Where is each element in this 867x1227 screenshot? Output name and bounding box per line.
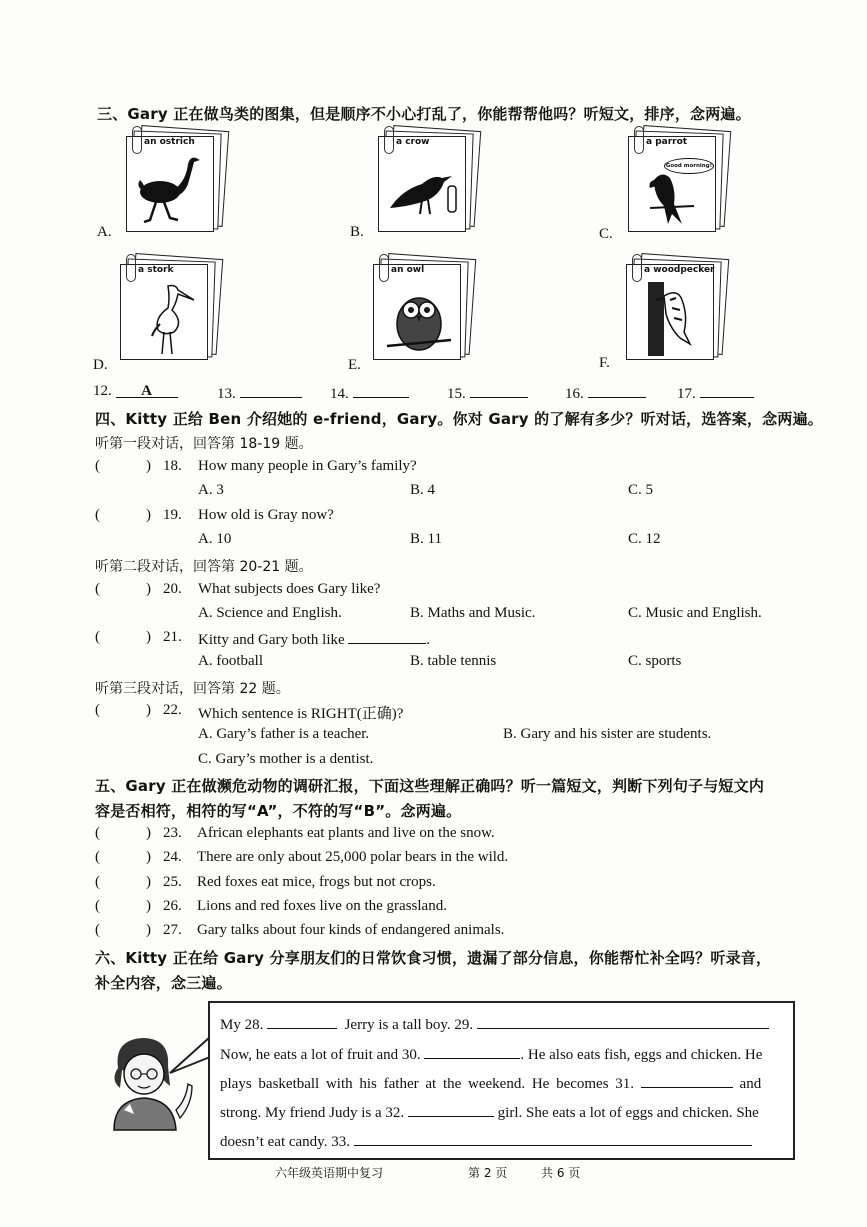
answer-13: 13. bbox=[217, 383, 302, 403]
blank-30[interactable] bbox=[424, 1044, 520, 1059]
card-caption: a stork bbox=[138, 265, 174, 275]
blank-32[interactable] bbox=[408, 1102, 494, 1117]
answer-blank[interactable] bbox=[700, 383, 754, 398]
answer-12: 12. A bbox=[93, 383, 178, 400]
bird-card-ostrich bbox=[126, 128, 226, 236]
question-text: Lions and red foxes live on the grassland. bbox=[197, 898, 447, 914]
option-b: B. table tennis bbox=[410, 653, 497, 669]
option-a: A. Science and English. bbox=[198, 605, 342, 621]
part2-instruction: 听第二段对话，回答第 20-21 题。 bbox=[95, 559, 313, 575]
answer-blank[interactable] bbox=[588, 383, 646, 398]
option-c: C. 5 bbox=[628, 482, 654, 498]
card-letter: C. bbox=[599, 226, 613, 242]
stork-icon bbox=[124, 278, 204, 356]
question-text: Which sentence is RIGHT(正确)? bbox=[198, 706, 404, 722]
option-a: A. 10 bbox=[198, 531, 232, 547]
card-caption: an owl bbox=[391, 265, 425, 275]
section5-title-line2: 容是否相符，相符的写“A”，不符的写“B”。念两遍。 bbox=[95, 802, 462, 820]
footer-total: 共 6 页 bbox=[541, 1166, 581, 1180]
footer-course: 六年级英语期中复习 bbox=[275, 1166, 384, 1180]
fill-blank[interactable] bbox=[348, 629, 426, 644]
answer-blank[interactable] bbox=[470, 383, 528, 398]
question-text: How many people in Gary’s family? bbox=[198, 458, 417, 474]
bird-card-crow bbox=[378, 128, 478, 236]
question-text: Red foxes eat mice, frogs but not crops. bbox=[197, 874, 436, 890]
section3-title: 三、Gary 正在做鸟类的图集，但是顺序不小心打乱了，你能帮帮他吗？听短文，排序，念两遍。 bbox=[97, 105, 751, 123]
card-letter: B. bbox=[350, 224, 364, 240]
card-caption: a parrot bbox=[646, 137, 688, 147]
bird-card-owl bbox=[373, 256, 473, 364]
part1-instruction: 听第一段对话，回答第 18-19 题。 bbox=[95, 436, 313, 452]
option-c: C. 12 bbox=[628, 531, 661, 547]
box-line-4: strong. My friend Judy is a 32. girl. She eats a lot of eggs and chicken. She bbox=[220, 1102, 759, 1122]
section5-title-line1: 五、Gary 正在做濒危动物的调研汇报，下面这些理解正确吗？听一篇短文，判断下列句子与短文内 bbox=[95, 777, 765, 795]
question-text: Gary talks about four kinds of endangered animals. bbox=[197, 922, 505, 938]
parrot-icon bbox=[632, 150, 712, 228]
answer-blank[interactable]: A bbox=[116, 383, 178, 398]
bird-card-woodpecker bbox=[626, 256, 726, 364]
card-caption: a woodpecker bbox=[644, 265, 715, 275]
bird-card-stork bbox=[120, 256, 220, 364]
answer-paren[interactable]: ( ) bbox=[95, 874, 151, 890]
answer-paren[interactable]: ( ) bbox=[95, 849, 151, 865]
box-line-2: Now, he eats a lot of fruit and 30. . He also eats fish, eggs and chicken. He bbox=[220, 1044, 762, 1064]
question-number: 26. bbox=[163, 898, 182, 914]
blank-28[interactable] bbox=[267, 1014, 337, 1029]
card-letter: E. bbox=[348, 357, 361, 373]
question-number: 24. bbox=[163, 849, 182, 865]
answer-paren[interactable]: ( ) bbox=[95, 458, 151, 474]
question-number: 19. bbox=[163, 507, 182, 523]
footer-page: 第 2 页 bbox=[468, 1166, 508, 1180]
question-number: 23. bbox=[163, 825, 182, 841]
box-line-3: plays basketball with his father at the weekend. He becomes 31. and bbox=[220, 1073, 761, 1093]
section6-title-line2: 补全内容，念三遍。 bbox=[95, 974, 232, 992]
option-a: A. 3 bbox=[198, 482, 224, 498]
question-text: African elephants eat plants and live on the snow. bbox=[197, 825, 495, 841]
question-number: 18. bbox=[163, 458, 182, 474]
answer-paren[interactable]: ( ) bbox=[95, 581, 151, 597]
answer-15: 15. bbox=[447, 383, 528, 403]
question-number: 22. bbox=[163, 702, 182, 718]
answer-17: 17. bbox=[677, 383, 754, 403]
option-c: C. Gary’s mother is a dentist. bbox=[198, 751, 374, 767]
card-letter: F. bbox=[599, 355, 610, 371]
question-text: What subjects does Gary like? bbox=[198, 581, 381, 597]
question-text: How old is Gray now? bbox=[198, 507, 334, 523]
question-number: 25. bbox=[163, 874, 182, 890]
question-number: 21. bbox=[163, 629, 182, 645]
blank-33[interactable] bbox=[354, 1131, 752, 1146]
box-line-1: My 28. Jerry is a tall boy. 29. bbox=[220, 1014, 769, 1034]
question-text: Kitty and Gary both like . bbox=[198, 629, 430, 649]
answer-paren[interactable]: ( ) bbox=[95, 629, 151, 645]
question-number: 20. bbox=[163, 581, 182, 597]
option-c: C. Music and English. bbox=[628, 605, 762, 621]
speech-bubble: Good morning! bbox=[664, 158, 714, 174]
answer-blank[interactable] bbox=[353, 383, 409, 398]
option-a: A. Gary’s father is a teacher. bbox=[198, 726, 370, 742]
answer-paren[interactable]: ( ) bbox=[95, 702, 151, 718]
card-letter: D. bbox=[93, 357, 108, 373]
bird-card-parrot bbox=[628, 128, 728, 236]
section4-title: 四、Kitty 正给 Ben 介绍她的 e-friend，Gary。你对 Gary 的了解有多少？听对话，选答案，念两遍。 bbox=[95, 410, 823, 428]
answer-paren[interactable]: ( ) bbox=[95, 922, 151, 938]
part3-instruction: 听第三段对话，回答第 22 题。 bbox=[95, 681, 290, 697]
question-number: 27. bbox=[163, 922, 182, 938]
crow-icon bbox=[382, 150, 462, 228]
option-c: C. sports bbox=[628, 653, 682, 669]
answer-paren[interactable]: ( ) bbox=[95, 507, 151, 523]
answer-paren[interactable]: ( ) bbox=[95, 898, 151, 914]
answer-paren[interactable]: ( ) bbox=[95, 825, 151, 841]
woodpecker-icon bbox=[630, 278, 710, 356]
blank-31[interactable] bbox=[641, 1073, 733, 1088]
answer-14: 14. bbox=[330, 383, 409, 403]
option-a: A. football bbox=[198, 653, 263, 669]
owl-icon bbox=[377, 278, 457, 356]
option-b: B. 11 bbox=[410, 531, 442, 547]
answer-blank[interactable] bbox=[240, 383, 302, 398]
ostrich-icon bbox=[130, 150, 210, 228]
answer-16: 16. bbox=[565, 383, 646, 403]
card-letter: A. bbox=[97, 224, 112, 240]
blank-29[interactable] bbox=[477, 1014, 769, 1029]
speech-pointer-icon bbox=[168, 1035, 212, 1075]
option-b: B. Maths and Music. bbox=[410, 605, 536, 621]
option-b: B. 4 bbox=[410, 482, 436, 498]
card-caption: a crow bbox=[396, 137, 430, 147]
section6-title-line1: 六、Kitty 正在给 Gary 分享朋友们的日常饮食习惯，遗漏了部分信息，你能帮忙补全吗？听录音， bbox=[95, 949, 772, 967]
card-caption: an ostrich bbox=[144, 137, 195, 147]
dialogue-box bbox=[208, 1001, 795, 1160]
box-line-5: doesn’t eat candy. 33. bbox=[220, 1131, 752, 1151]
option-b: B. Gary and his sister are students. bbox=[503, 726, 712, 742]
question-text: There are only about 25,000 polar bears in the wild. bbox=[197, 849, 509, 865]
